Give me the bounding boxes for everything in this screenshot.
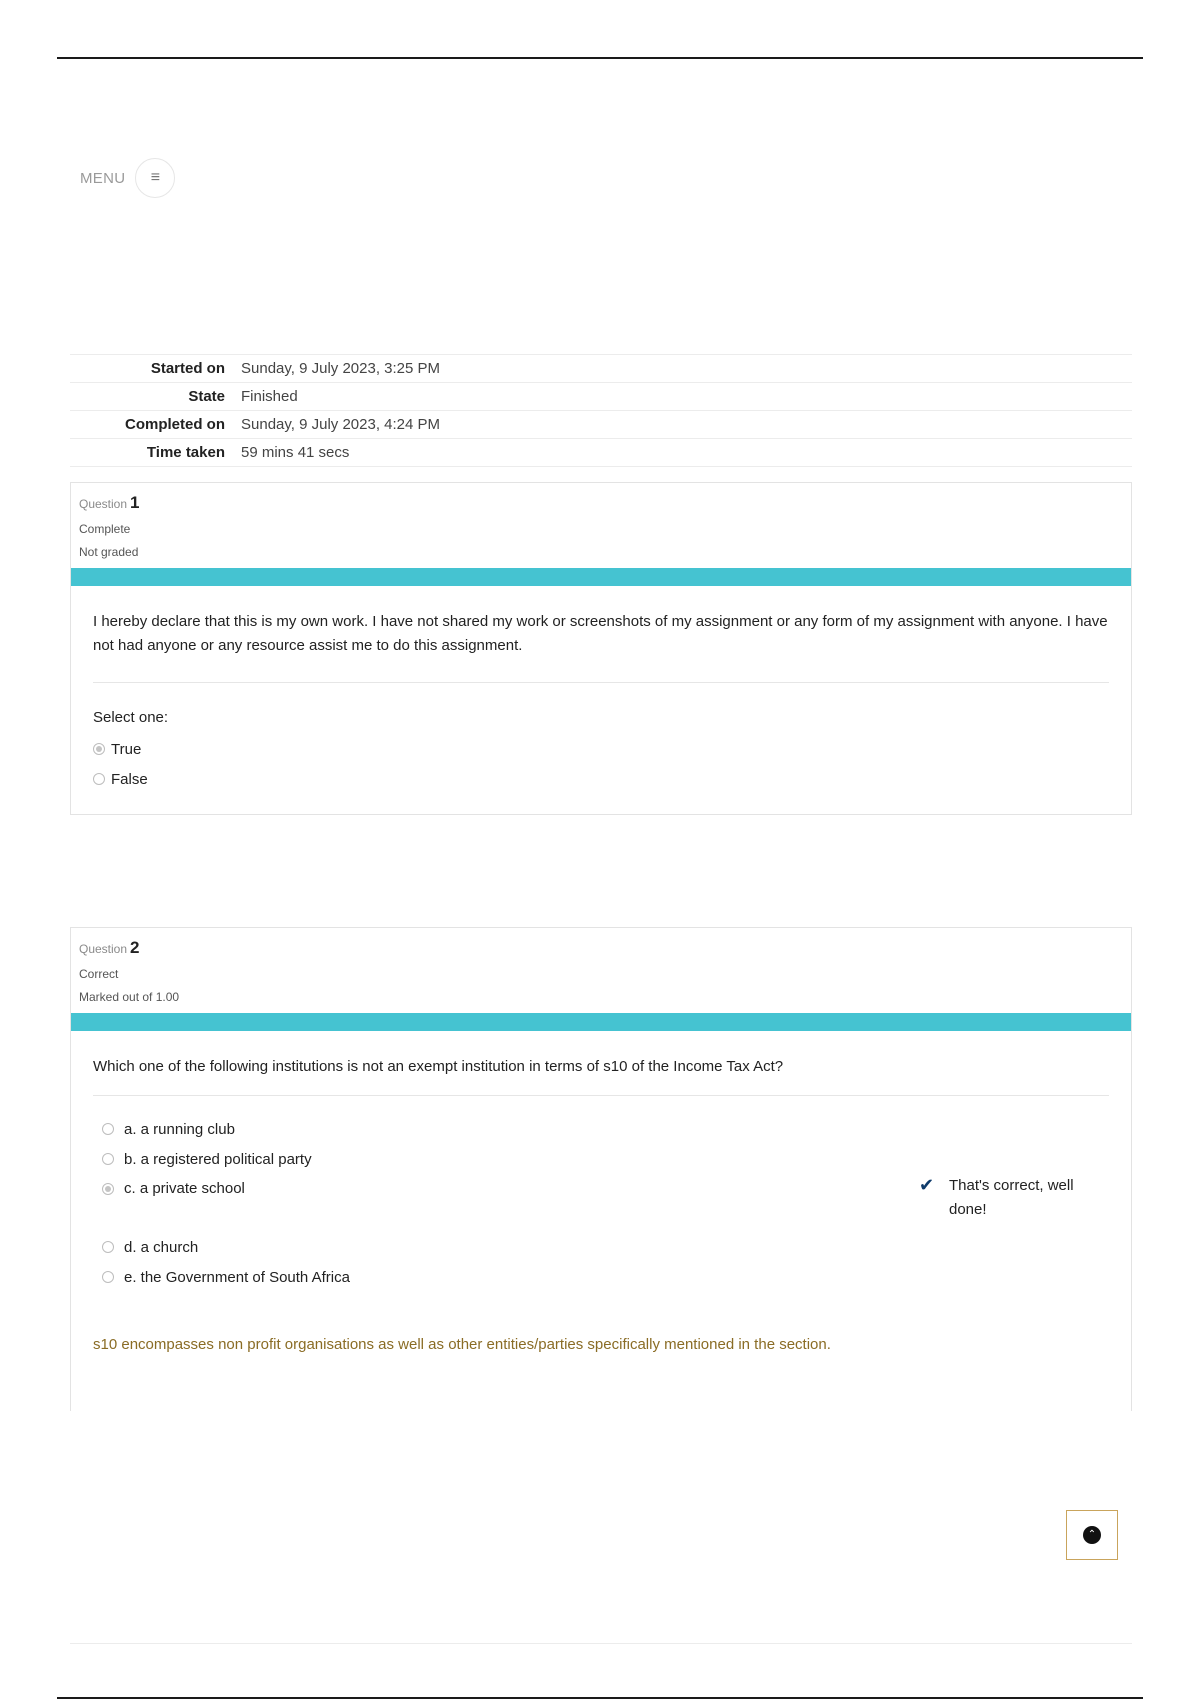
menu-toggle[interactable] (80, 158, 175, 198)
question-text: I hereby declare that this is my own work. I have not shared my work or screenshots of my assignment or any form of my assignment with anyone. I have not had anyone or any resource assist me to do this assignment. (93, 613, 1108, 654)
question-status: Correct (79, 967, 119, 981)
answer-option-label: a. a running club (124, 1120, 235, 1138)
question-accent-bar (71, 568, 1131, 586)
bottom-rule (57, 1697, 1143, 1699)
answer-option-true[interactable] (93, 734, 1109, 764)
answer-option-d[interactable] (93, 1232, 1109, 1262)
question-2-info (71, 928, 1131, 1013)
radio-button[interactable] (102, 1271, 114, 1283)
checkmark-icon: ✔ (919, 1175, 935, 1195)
answer-option-label: True (111, 740, 142, 758)
summary-row-state (70, 383, 1132, 411)
arrow-up-circle-icon: ⌃ (1083, 1526, 1101, 1544)
question-label: Question (79, 497, 128, 511)
answer-option-label: e. the Government of South Africa (124, 1268, 350, 1286)
question-1-info (71, 483, 1131, 568)
radio-button-selected[interactable] (102, 1183, 114, 1195)
question-number-value: 1 (130, 493, 140, 512)
question-1-content (71, 586, 1131, 814)
answer-option-e[interactable] (93, 1262, 1109, 1292)
divider (93, 682, 1109, 683)
divider (93, 1095, 1109, 1096)
summary-row-started (70, 355, 1132, 383)
summary-key: Time taken (146, 444, 225, 461)
radio-button[interactable] (102, 1153, 114, 1165)
feedback-text: That's correct, well done! (949, 1177, 1074, 1218)
menu-label: MENU (80, 169, 126, 187)
radio-button-selected[interactable] (93, 743, 105, 755)
hamburger-button[interactable] (135, 158, 175, 198)
footer-divider (70, 1643, 1132, 1644)
summary-value: 59 mins 41 secs (241, 444, 350, 461)
question-marks: Marked out of 1.00 (79, 990, 180, 1004)
summary-key: Completed on (125, 416, 225, 433)
answer-option-a[interactable] (93, 1114, 1109, 1144)
answer-feedback (919, 1174, 1089, 1222)
summary-row-time-taken (70, 439, 1132, 467)
hamburger-icon: ≡ (150, 169, 161, 186)
radio-button[interactable] (102, 1123, 114, 1135)
summary-value: Finished (241, 388, 298, 405)
summary-value: Sunday, 9 July 2023, 4:24 PM (241, 416, 441, 433)
answer-option-label: b. a registered political party (124, 1150, 312, 1168)
radio-button[interactable] (93, 773, 105, 785)
answer-option-label: c. a private school (124, 1180, 245, 1197)
radio-button[interactable] (102, 1241, 114, 1253)
answer-option-label: d. a church (124, 1238, 199, 1256)
question-marks: Not graded (79, 545, 139, 559)
question-number-value: 2 (130, 938, 140, 957)
back-to-top-button[interactable] (1066, 1510, 1118, 1560)
question-2-content (71, 1031, 1131, 1373)
answer-option-false[interactable] (93, 764, 1109, 794)
question-number (79, 493, 1123, 513)
answer-option-label: False (111, 770, 148, 788)
summary-key: State (188, 388, 225, 405)
general-feedback: s10 encompasses non profit organisations as well as other entities/parties specifically mentioned in the section. (93, 1336, 831, 1353)
summary-row-completed (70, 411, 1132, 439)
select-one-label: Select one: (93, 709, 169, 726)
question-status: Complete (79, 522, 131, 536)
summary-key: Started on (150, 360, 225, 377)
question-2-card (70, 927, 1132, 1411)
answer-options-list (93, 1114, 1109, 1292)
question-accent-bar (71, 1013, 1131, 1031)
question-text: Which one of the following institutions is not an exempt institution in terms of s10 of the Income Tax Act? (93, 1058, 784, 1075)
summary-value: Sunday, 9 July 2023, 3:25 PM (241, 360, 441, 377)
attempt-summary-table (70, 354, 1132, 467)
question-number (79, 938, 1123, 958)
top-rule (57, 57, 1143, 59)
answer-option-b[interactable] (93, 1144, 1109, 1174)
question-1-card (70, 482, 1132, 815)
question-label: Question (79, 942, 128, 956)
